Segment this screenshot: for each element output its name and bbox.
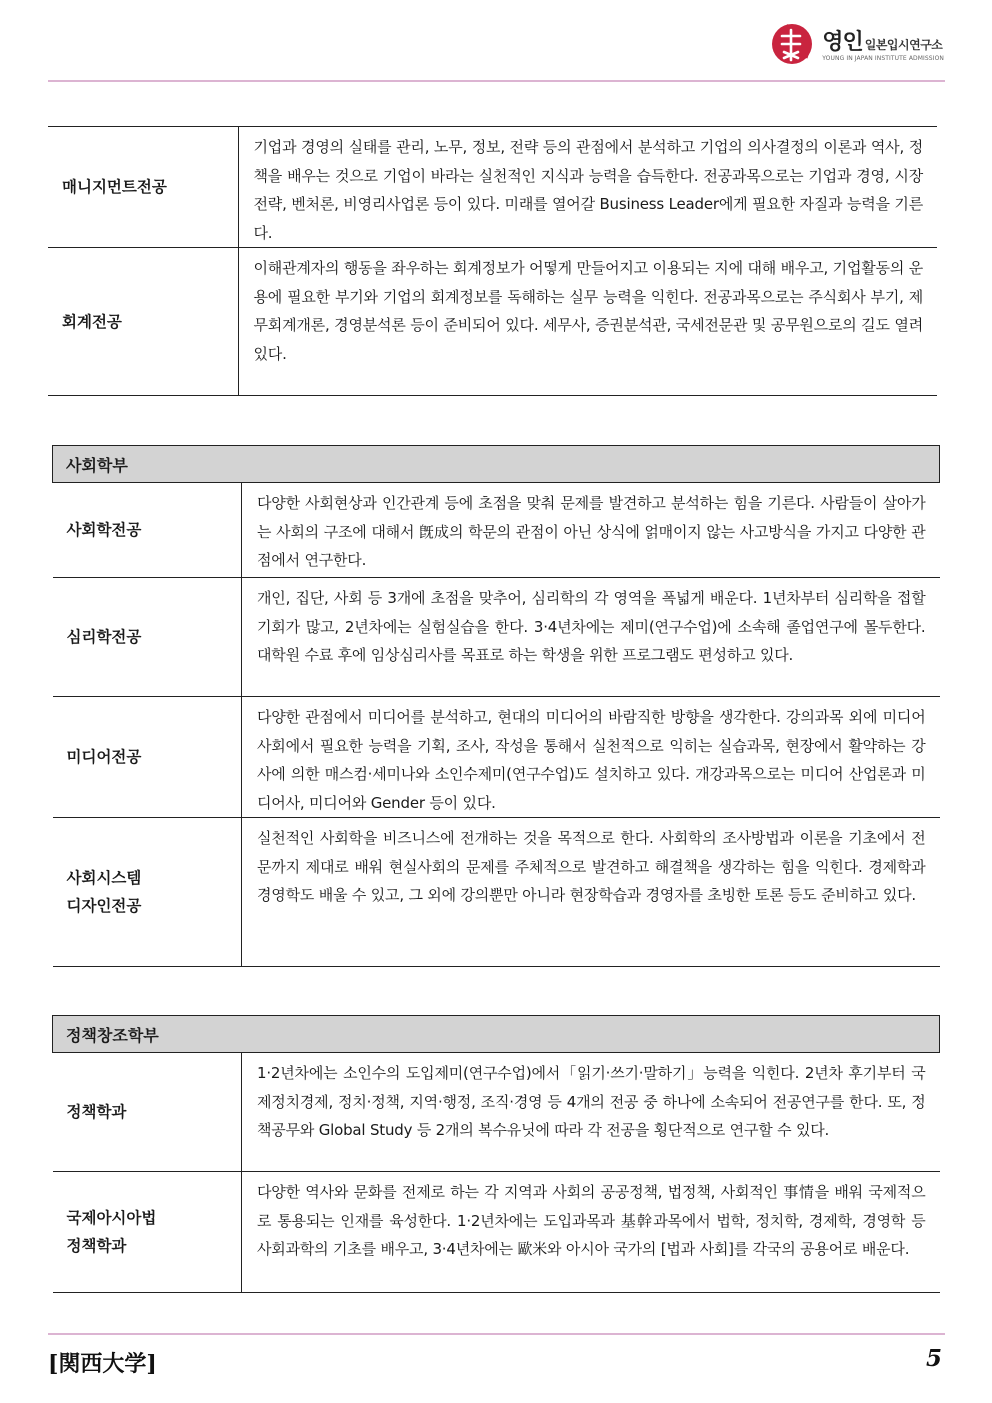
policy-faculty-table xyxy=(52,1015,940,1293)
major-description: 다양한 관점에서 미디어를 분석하고, 현대의 미디어의 바람직한 방향을 생각한다. 강의과목 외에 미디어사회에서 필요한 능력을 기획, 조사, 작성을 통해서 실천적으로 익히는 실습과목, 현장에서 활약하는 강사에 의한 매스컴·세미나와 소인수제미(연구수업)도 설치하고 있다. 개강과목으로는 미디어 산업론과 미디어사, 미디어와 Gender 등이 있다. xyxy=(242,697,940,818)
major-name: 정책학과 xyxy=(53,1053,242,1172)
major-description: 기업과 경영의 실태를 관리, 노무, 정보, 전략 등의 관점에서 분석하고 기업의 의사결정의 이론과 역사, 정책을 배우는 것으로 기업이 바라는 실천적인 지식과 능력을 습득한다. 전공과목으로는 기업과 경영, 시장전략, 벤처론, 비영리사업론 등이 있다. 미래를 열어갈 Business Leader에게 필요한 자질과 능력을 기른다. xyxy=(238,127,937,248)
university-name: [関西大学] xyxy=(48,1351,157,1377)
table-row xyxy=(48,127,937,248)
table-row xyxy=(53,1172,940,1293)
major-description: 개인, 집단, 사회 등 3개에 초점을 맞추어, 심리학의 각 영역을 폭넓게 배운다. 1년차부터 심리학을 접할 기회가 많고, 2년차에는 실험실습을 한다. 3·4년차에는 제미(연구수업)에 소속해 졸업연구에 몰두한다. 대학원 수료 후에 임상심리사를 목표로 하는 학생을 위한 프로그램도 편성하고 있다. xyxy=(242,578,940,697)
major-name: 심리학전공 xyxy=(53,578,242,697)
faculty-name: 정책창조학부 xyxy=(53,1016,940,1053)
major-name-line: 국제아시아법 xyxy=(66,1209,157,1227)
major-description: 실천적인 사회학을 비즈니스에 전개하는 것을 목적으로 한다. 사회학의 조사방법과 이론을 기초에서 전문까지 제대로 배워 현실사회의 문제를 주체적으로 발견하고 해결책을 생각하는 힘을 익힌다. 경제학과 경영학도 배울 수 있고, 그 외에 강의뿐만 아니라 현장학습과 경영자를 초빙한 토론 등도 준비하고 있다. xyxy=(242,818,940,967)
major-name: 사회학전공 xyxy=(53,483,242,578)
table-row xyxy=(53,697,940,818)
sociology-faculty-table xyxy=(52,445,940,967)
major-description: 1·2년차에는 소인수의 도입제미(연구수업)에서「읽기·쓰기·말하기」능력을 익힌다. 2년차 후기부터 국제정치경제, 정치·정책, 지역·행정, 조직·경영 등 4개의 전공 중 하나에 소속되어 전공연구를 한다. 또, 정책공무와 Global Study 등 2개의 복수유닛에 따라 각 전공을 횡단적으로 연구할 수 있다. xyxy=(242,1053,940,1172)
major-description: 다양한 역사와 문화를 전제로 하는 각 지역과 사회의 공공정책, 법정책, 사회적인 事情을 배워 국제적으로 통용되는 인재를 육성한다. 1·2년차에는 도입과목과 基幹과목에서 법학, 정치학, 경제학, 경영학 등 사회과학의 기초를 배우고, 3·4년차에는 歐米와 아시아 국가의 [법과 사회]를 각국의 공용어로 배운다. xyxy=(242,1172,940,1293)
faculty-section-header xyxy=(53,446,940,483)
major-name: 미디어전공 xyxy=(53,697,242,818)
major-description: 이해관계자의 행동을 좌우하는 회계정보가 어떻게 만들어지고 이용되는 지에 대해 배우고, 기업활동의 운용에 필요한 부기와 기업의 회계정보를 독해하는 실무 능력을 익힌다. 전공과목으로는 주식회사 부기, 제무회계개론, 경영분석론 등이 준비되어 있다. 세무사, 증권분석관, 국세전문관 및 공무원으로의 길도 열려있다. xyxy=(238,248,937,396)
logo-english-text: YOUNG IN JAPAN INSTITUTE ADMISSION xyxy=(822,54,944,62)
major-name-line: 정책학과 xyxy=(66,1237,127,1255)
table-row xyxy=(53,483,940,578)
major-name xyxy=(53,1172,242,1293)
faculty-name: 사회학부 xyxy=(53,446,940,483)
major-name-line: 사회시스템 xyxy=(66,869,142,887)
company-logo xyxy=(768,18,944,68)
faculty-section-header xyxy=(53,1016,940,1053)
page-number: 5 xyxy=(925,1345,942,1372)
logo-subtitle-text: 일본입시연구소 xyxy=(864,37,943,52)
table-row xyxy=(53,818,940,967)
table-row xyxy=(53,1053,940,1172)
logo-brand-text: 영인 xyxy=(822,29,863,55)
logo-emblem-icon xyxy=(768,18,818,68)
major-name xyxy=(53,818,242,967)
major-name-line: 디자인전공 xyxy=(66,897,142,915)
major-description: 다양한 사회현상과 인간관계 등에 초점을 맞춰 문제를 발견하고 분석하는 힘을 기른다. 사람들이 살아가는 사회의 구조에 대해서 旣成의 학문의 관점이 아닌 상식에 얽매이지 않는 사고방식을 가지고 다양한 관점에서 연구한다. xyxy=(242,483,940,578)
footer-divider xyxy=(48,1333,945,1335)
business-majors-table xyxy=(48,126,937,396)
major-name: 매니지먼트전공 xyxy=(48,127,238,248)
table-row xyxy=(53,578,940,697)
table-row xyxy=(48,248,937,396)
major-name: 회계전공 xyxy=(48,248,238,396)
header-divider xyxy=(48,80,945,82)
